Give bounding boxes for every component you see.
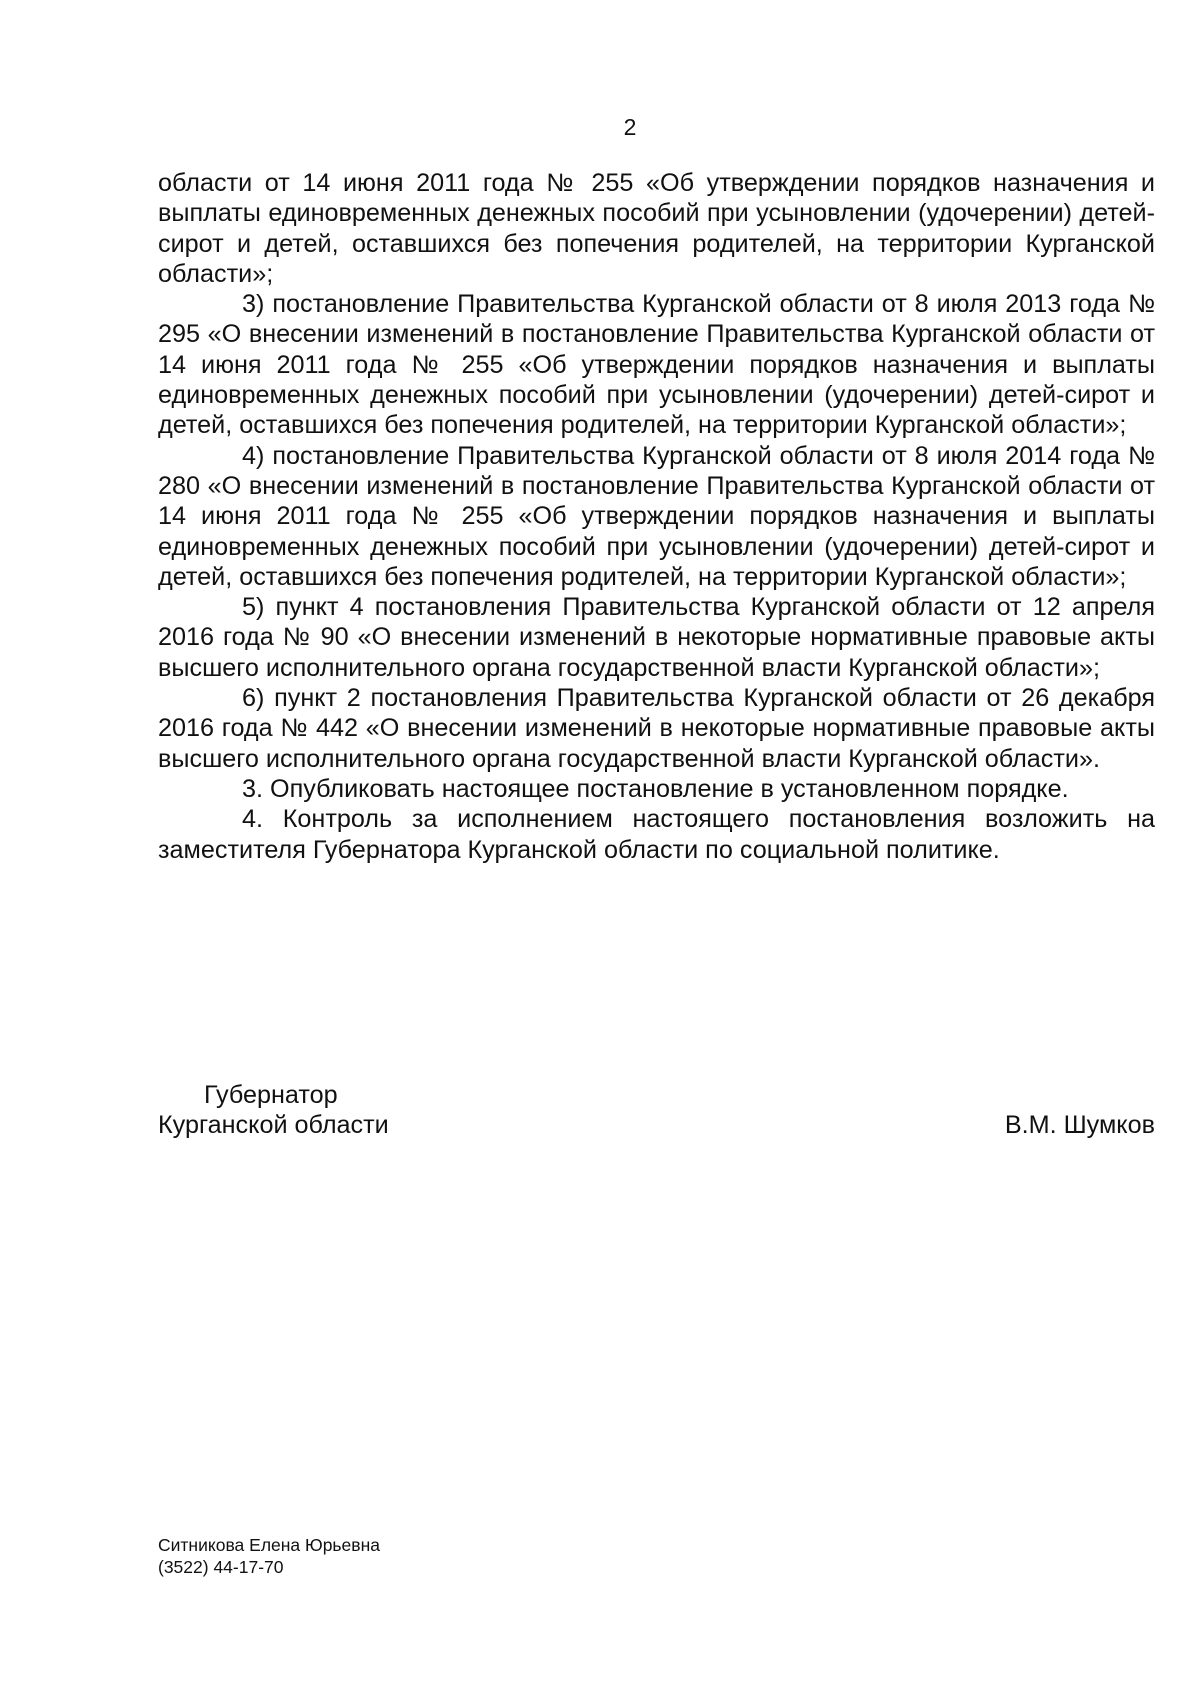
signature-block [158,1080,1155,1146]
document-body [158,168,1155,865]
page-number: 2 [623,114,637,140]
signatory-title-line2: Курганской области [158,1111,389,1139]
paragraph-clause-4: 4. Контроль за исполнением настоящего постановления возложить на заместителя Губернатора Курганской области по социальной политике. [158,805,1155,864]
paragraph-clause-3: 3. Опубликовать настоящее постановление в установленном порядке. [242,774,1069,803]
executor-phone: (3522) 44-17-70 [158,1557,284,1577]
executor-name: Ситникова Елена Юрьевна [158,1535,380,1555]
signatory-name: В.М. Шумков [1004,1111,1155,1139]
paragraph-item-3: 3) постановление Правительства Курганской области от 8 июля 2013 года № 295 «О внесении изменений в постановление Правительства Курганской области от 14 июня 2011 года № 255 «Об утверждении порядков назначения и выплаты единовременных денежных пособий при усыновлении (удочерении) детей-сирот и детей, оставшихся без попечения родителей, на территории Курганской области»; [158,290,1155,440]
paragraph-item-6: 6) пункт 2 постановления Правительства Курганской области от 26 декабря 2016 года № 442 «О внесении изменений в некоторые нормативные правовые акты высшего исполнительного органа государственной власти Курганской области». [158,684,1155,773]
paragraph-item-5: 5) пункт 4 постановления Правительства Курганской области от 12 апреля 2016 года № 90 «О внесении изменений в некоторые нормативные правовые акты высшего исполнительного органа государственной власти Курганской области»; [158,593,1155,682]
executor-contact [158,1534,380,1578]
paragraph-continuation: области от 14 июня 2011 года № 255 «Об утверждении порядков назначения и выплаты единовременных денежных пособий при усыновлении (удочерении) детей-сирот и детей, оставшихся без попечения родителей, на территории Курганской области»; [158,169,1155,288]
paragraph-item-4: 4) постановление Правительства Курганской области от 8 июля 2014 года № 280 «О внесении изменений в постановление Правительства Курганской области от 14 июня 2011 года № 255 «Об утверждении порядков назначения и выплаты единовременных денежных пособий при усыновлении (удочерении) детей-сирот и детей, оставшихся без попечения родителей, на территории Курганской области»; [158,441,1155,591]
signatory-title-line1: Губернатор [204,1081,338,1109]
